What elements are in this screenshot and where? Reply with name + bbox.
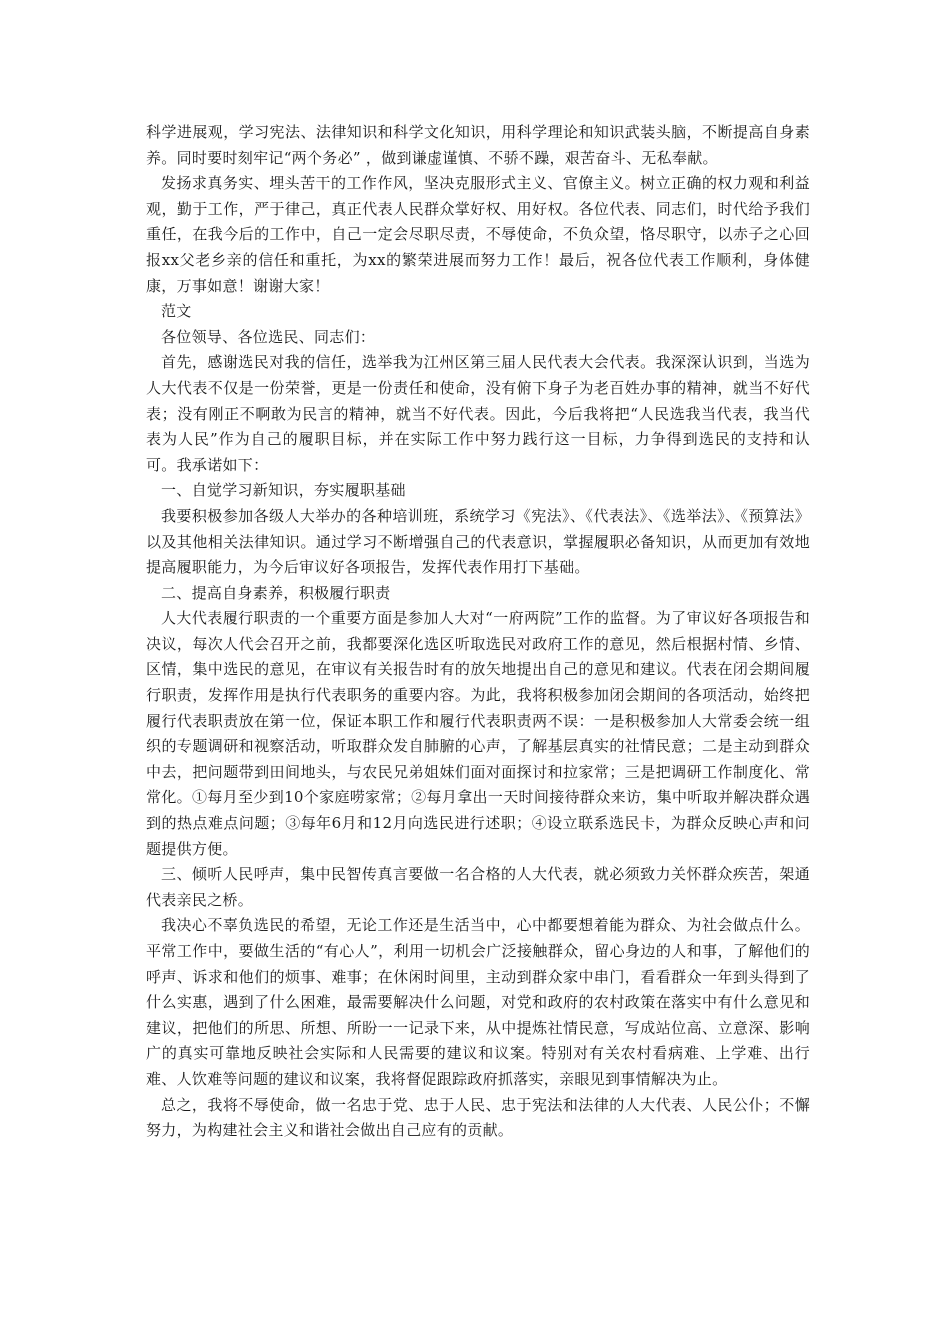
paragraph-duties: 人大代表履行职责的一个重要方面是参加人大对“一府两院”工作的监督。为了审议好各项报告和决议，每次人代会召开之前，我都要深化选区听取选民对政府工作的意见，然后根据村情、乡情、区情，集中选民的意见，在审议有关报告时有的放矢地提出自己的意见和建议。代表在闭会期间履行职责，发挥作用是执行代表职务的重要内容。为此，我将积极参加闭会期间的各项活动，始终把履行代表职责放在第一位，保证本职工作和履行代表职责两不误：一是积极参加人大常委会统一组织的专题调研和视察活动，听取群众发自肺腑的心声，了解基层真实的社情民意；二是主动到群众中去，把问题带到田间地头，与农民兄弟姐妹们面对面探讨和拉家常；三是把调研工作制度化、常常化。①每月至少到10个家庭唠家常；②每月拿出一天时间接待群众来访，集中听取并解决群众遇到的热点难点问题；③每年6月和12月向选民进行述职；④设立联系选民卡，为群众反映心声和问题提供方便。	[146, 609, 810, 858]
paragraph-study: 我要积极参加各级人大举办的各种培训班，系统学习《宪法》、《代表法》、《选举法》、《预算法》以及其他相关法律知识。通过学习不断增强自己的代表意识，掌握履职必备知识，从而更加有效地提高履职能力，为今后审议好各项报告，发挥代表作用打下基础。	[146, 506, 810, 577]
paragraph-conclusion: 总之，我将不辱使命，做一名忠于党、忠于人民、忠于宪法和法律的人大代表、人民公仆；不懈努力，为构建社会主义和谐社会做出自己应有的贡献。	[146, 1095, 810, 1140]
paragraph-resolve: 我决心不辜负选民的希望，无论工作还是生活当中，心中都要想着能为群众、为社会做点什么。平常工作中，要做生活的“有心人”，利用一切机会广泛接触群众，留心身边的人和事，了解他们的呼声、诉求和他们的烦事、难事；在休闲时间里，主动到群众家中串门，看看群众一年到头得到了什么实惠，遇到了什么困难，最需要解决什么问题，对党和政府的农村政策在落实中有什么意见和建议，把他们的所思、所想、所盼一一记录下来，从中提炼社情民意，写成站位高、立意深、影响广的真实可靠地反映社会实际和人民需要的建议和议案。特别对有关农村看病难、上学难、出行难、人饮难等问题的建议和议案，我将督促跟踪政府抓落实，亲眼见到事情解决为止。	[146, 916, 810, 1088]
paragraph-1: 科学进展观，学习宪法、法律知识和科学文化知识，用科学理论和知识武装头脑，不断提高自身素养。同时要时刻牢记“两个务必” ，做到谦虚谨慎、不骄不躁，艰苦奋斗、无私奉献。	[146, 123, 810, 167]
document-body	[146, 120, 810, 1144]
heading-1: 一、自觉学习新知识，夯实履职基础	[161, 481, 406, 500]
paragraph-2: 发扬求真务实、埋头苦干的工作作风，坚决克服形式主义、官僚主义。树立正确的权力观和利益观，勤于工作，严于律己，真正代表人民群众掌好权、用好权。各位代表、同志们，时代给予我们重任，在我今后的工作中，自己一定会尽职尽责，不辱使命，不负众望，恪尽职守，以赤子之心回报xx父老乡亲的信任和重托，为xx的繁荣进展而努力工作！最后，祝各位代表工作顺利，身体健康，万事如意！谢谢大家！	[146, 174, 810, 295]
paragraph-intro: 首先，感谢选民对我的信任，选举我为江州区第三届人民代表大会代表。我深深认识到，当选为人大代表不仅是一份荣誉，更是一份责任和使命，没有俯下身子为老百姓办事的精神，就当不好代表；没有刚正不啊敢为民言的精神，就当不好代表。因此，今后我将把“人民选我当代表，我当代表为人民”作为自己的履职目标，并在实际工作中努力践行这一目标，力争得到选民的支持和认可。我承诺如下：	[146, 353, 810, 474]
salutation: 各位领导、各位选民、同志们：	[161, 327, 376, 346]
heading-3: 三、倾听人民呼声，集中民智传真言要做一名合格的人大代表，就必须致力关怀群众疾苦，架通代表亲民之桥。	[146, 865, 810, 909]
heading-2: 二、提高自身素养，积极履行职责	[161, 583, 391, 602]
section-label-fanwen: 范文	[161, 302, 192, 321]
